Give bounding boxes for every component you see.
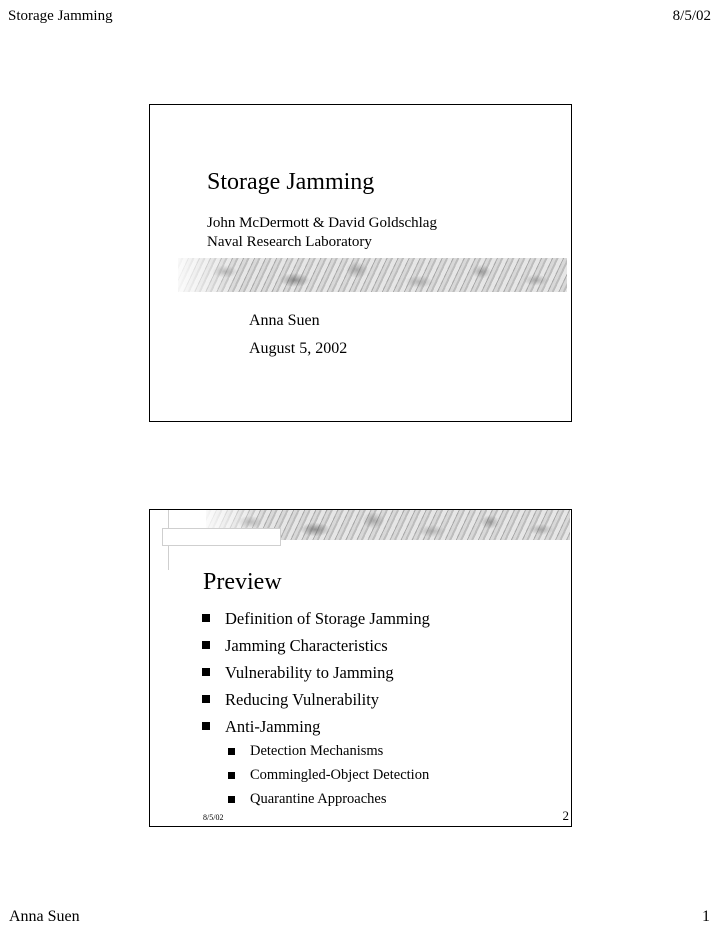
page-footer-author: Anna Suen xyxy=(9,908,80,925)
square-bullet-icon xyxy=(202,641,210,649)
square-bullet-icon xyxy=(202,695,210,703)
square-bullet-icon xyxy=(202,614,210,622)
slide-1-authors-block xyxy=(207,214,437,252)
list-item xyxy=(201,636,430,663)
square-bullet-icon xyxy=(228,772,235,779)
square-bullet-icon xyxy=(202,668,210,676)
list-item xyxy=(227,791,429,815)
slide-1-title: Storage Jamming xyxy=(207,169,375,195)
list-item xyxy=(227,767,429,791)
square-bullet-icon xyxy=(228,796,235,803)
leaf-band-image xyxy=(178,258,567,292)
list-item xyxy=(201,690,430,717)
slide-1 xyxy=(149,104,572,422)
slide-2-footer-date: 8/5/02 xyxy=(203,813,224,822)
sub-bullet-text: Quarantine Approaches xyxy=(250,791,387,807)
list-item xyxy=(201,663,430,690)
page-header-title: Storage Jamming xyxy=(8,8,113,24)
slide-1-presenter: Anna Suen xyxy=(249,312,320,329)
slide-2 xyxy=(149,509,572,827)
list-item xyxy=(201,717,430,744)
bullet-list xyxy=(201,609,430,744)
bullet-text: Reducing Vulnerability xyxy=(225,690,380,709)
page-footer-page-number: 1 xyxy=(702,908,710,925)
bullet-text: Anti-Jamming xyxy=(225,717,321,736)
slide-2-page-number: 2 xyxy=(562,808,569,823)
slide-2-accent-box xyxy=(162,528,281,546)
sub-bullet-text: Commingled-Object Detection xyxy=(250,767,430,783)
sub-bullet-text: Detection Mechanisms xyxy=(250,743,384,759)
slide-1-authors: John McDermott & David Goldschlag xyxy=(207,215,437,231)
slide-1-date: August 5, 2002 xyxy=(249,340,348,357)
sub-bullet-list xyxy=(227,743,429,815)
bullet-text: Jamming Characteristics xyxy=(225,636,388,655)
bullet-text: Definition of Storage Jamming xyxy=(225,609,430,628)
band-fade xyxy=(178,258,238,292)
page-header-date: 8/5/02 xyxy=(672,8,711,24)
slide-1-affiliation: Naval Research Laboratory xyxy=(207,234,372,250)
square-bullet-icon xyxy=(202,722,210,730)
bullet-text: Vulnerability to Jamming xyxy=(225,663,394,682)
square-bullet-icon xyxy=(228,748,235,755)
list-item xyxy=(227,743,429,767)
slide-2-title: Preview xyxy=(203,569,282,595)
list-item xyxy=(201,609,430,636)
